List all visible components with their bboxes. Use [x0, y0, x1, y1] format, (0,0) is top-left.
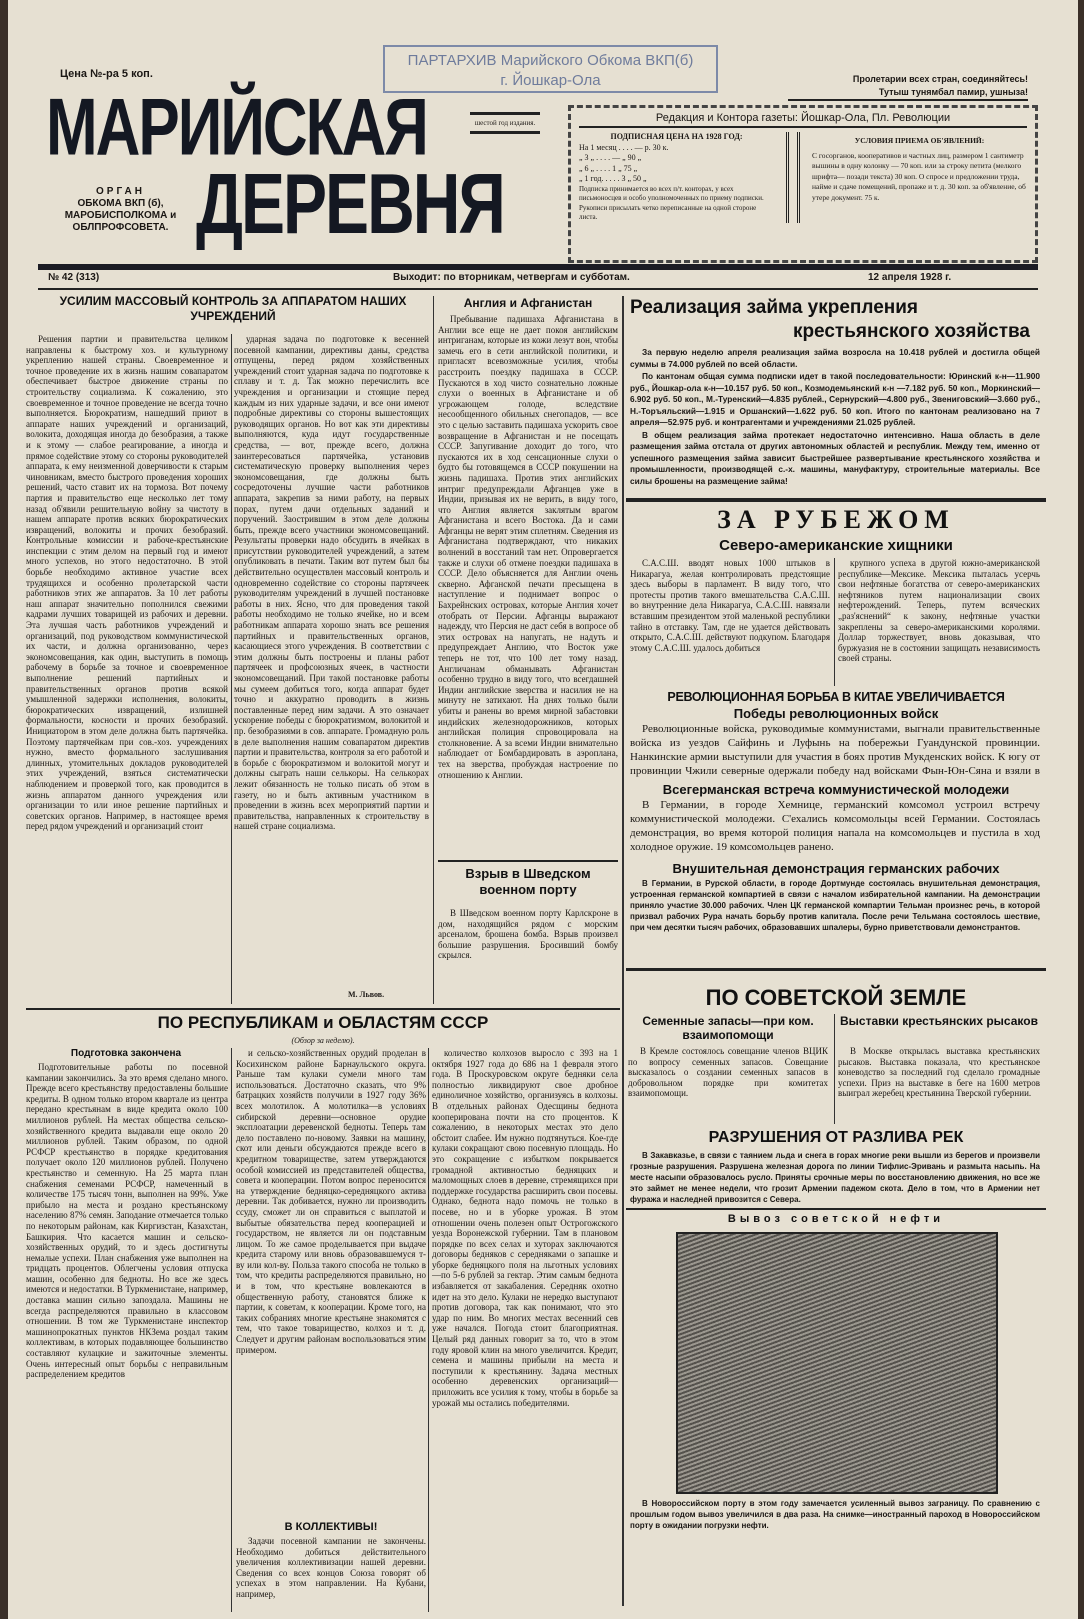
preparation-title: Подготовка закончена: [70, 1048, 182, 1059]
republics-col2-continued: Задачи посевной кампании не закончены. Необходимо добиться действительного увеличения коллективизации нашей деревни. Сведения со всех концов Союза говорят об успехах в этом направлении. На Кубани, например,: [236, 1536, 426, 1599]
seeds-article: В Кремле состоялось совещание членов ВЦИК по вопросу семенных запасов. Совещание высказалось о создании семенных запасов в добровольном порядке при комитетах взаимопомощи.: [628, 1046, 828, 1099]
column-rule: [231, 1048, 232, 1612]
china-article: Революционные войска, руководимые коммунистами, выгнали правительственные войска из уездов Сайфинь и Луфынь на побережьи Гуандунской провинции. Нанкинские армии выступили для участия в боях против Мукденских войск. К югу от провинции Чжили северные одержали победу над войсками Фын-Юн-Сяна и взяли в: [630, 723, 1040, 777]
rule: [26, 1008, 620, 1010]
loan-headline-line2: крестьянского хозяйства: [792, 321, 1030, 342]
issue-date: 12 апреля 1928 г.: [868, 272, 952, 283]
rule: [38, 288, 1038, 290]
issue-number: № 42 (313): [48, 272, 100, 283]
subscription-note: Подписка принимается во всех п/т. конторах, у всех письмоносцев и особо уполномоченных по приему подписки. Рукописи присылать четко переписанные на одной стороне листа.: [579, 184, 764, 221]
rule: [38, 264, 1038, 270]
rule: [438, 860, 618, 862]
info-box: [568, 105, 1038, 263]
newspaper-title-line1: МАРИЙСКАЯ: [46, 83, 427, 173]
newspaper-title-line2: ДЕРЕВНЯ: [196, 155, 504, 252]
abroad-col2: крупного успеха в другой южно-американской республике—Мексике. Мексика пыталась усерчь свои нефтяные богатства от северо-американских нефтяников путем национализации своих нефтерождений. Теперь, путем всяческих „раз'яснений“ к закону, нефтяные участки закреплены за северо-американскими королями. Доллар торжествует, вновь доказывая, что буржуазия не в состоянии защищать независимость своей страны.: [838, 558, 1040, 664]
price-row: „ 1 год. . . . . 3 „ 50 „: [579, 174, 647, 183]
paragraph: По кантонам общая сумма подписки идет в такой последовательности: Юринский к-н—11.900 руб., Йошкар-ола к-н—10.157 руб. 50 коп., Козмодемьянский к-н —7.182 руб. 50 коп., Моркинский—6.902 руб. 50 коп., М.-Туренский—4.835 рублей., Сернурский—4.800 руб., Звениговский—3.660 руб., Н.-Торъяльский—1.915 и Оршанский—1.622 руб. 50 коп. Итого по кантонам реализовано на 7 апреля—52.975 руб. и контрагентами и учреждениями 21.025 рублей.: [630, 371, 1040, 427]
explosion-article: В Шведском военном порту Карлскроне в дом, находящийся рядом с морским арсеналом, брошена бомба. Взрыв произвел большие разрушения. Бросивший бомбу скрылся.: [438, 908, 618, 961]
rule: [626, 498, 1046, 502]
abroad-col1: С.А.С.Ш. вводят новых 1000 штыков в Никарагуа, желая контролировать предстоящие здесь выборы в парламент. В виду того, что протесты против такого вмешательства С.А.С.Ш. во внутренние дела Никарагуа, С.А.С.Ш. навязали вставшим президентом этой маленькой республики тайно в отставку. Там, где не удается действовать открыто, С.А.С.Ш. действуют подкупом. Благодаря этому С.А.С.Ш. удалось добиться: [630, 558, 830, 653]
column-rule: [428, 1048, 429, 1612]
seeds-title: Семенные запасы—при ком. взаимопомощи: [642, 1014, 814, 1042]
republics-col1: Подготовительные работы по посевной кампании закончились. За это время сделано много. Прежде всего крестьянству предоставлены большие кредиты. В одном только втором квартале из центра передано крестьянам в виде кредита около 100 миллионов рублей. На местах общества сельско-хозяйственного кредита выдавали еще около 20 миллионов рублей. Таким образом, по одной РСФСР крестьянство в порядке кредитования получает около 120 миллионов рублей. Получено крестьянство и семенную. На 25 марта план снабжения семенами РСФСР, намеченный в количестве 175 тысяч тонн, выполнен на 99%. Уже прибыло на места и роздано крестьянскому населению 87% семян. Заподание отмечается только по некоторым районам, как Киргизстан, Казахстан, Башкирия. Что касается машин и сельско-хозяйственных орудий, то и здесь достигнуты немалые успехи. План снабжения уже выполнен на тридцать процентов. Облегчены условия отпуска машин, особенно для бедноты. Но все же здесь имеются и недостатки. В Туркменистане, например, доставка машин сильно запоздала. Машины не всегда распределяются правильно в классовом отношении. В том же Туркменистане инспектор машинопрокатных пунктов НКЗема роздал таким коллективам, в которых подавляющее большинство составляют кулацкие и зажиточные элементы. Очень интересный опыт борьбы с неправильным распределением кредитов: [26, 1062, 228, 1380]
ads-title: УСЛОВИЯ ПРИЕМА ОБ'ЯВЛЕНИЙ:: [854, 136, 985, 145]
rule: [626, 1208, 1046, 1210]
organ-label: ОРГАН: [96, 186, 145, 197]
germany-headline: Всегерманская встреча коммунистической молодежи: [662, 782, 1010, 797]
organ-lines: ОБКОМА ВКП (б), МАРОБИСПОЛКОМА и ОБЛПРОФСОВЕТА.: [64, 198, 177, 233]
tanker-photo: [676, 1232, 998, 1494]
horses-article: В Москве открылась выставка крестьянских рысаков. Выставка показала, что крестьянское коневодство за последний год сделало громадные успехи. Приз на выставке в беге на 1600 метров выиграл жеребец крестьянина Тверской губернии.: [838, 1046, 1040, 1099]
price-row: На 1 месяц . . . . — р. 30 к.: [579, 142, 669, 152]
subscription-block: [579, 132, 774, 223]
subscription-title: ПОДПИСНАЯ ЦЕНА НА 1928 ГОД:: [610, 132, 743, 141]
loan-headline-line1: Реализация займа укрепления: [630, 297, 919, 318]
stamp-line: ПАРТАРХИВ Марийского Обкома ВКП(б): [407, 52, 694, 69]
loan-article: [630, 347, 1040, 495]
column-rule: [231, 334, 232, 1004]
explosion-headline: Взрыв в Шведском военном порту: [465, 866, 591, 897]
column-rule: [834, 1014, 835, 1124]
price-row: „ 6 „ . . . . 1 „ 75 „: [579, 163, 638, 173]
stamp-line: г. Йошкар-Ола: [500, 72, 601, 89]
collectives-title: В КОЛЛЕКТИВЫ!: [284, 1521, 378, 1533]
china-subheadline: Победы революционных войск: [733, 706, 939, 721]
england-headline: Англия и Афганистан: [463, 296, 593, 310]
soviet-headline: ПО СОВЕТСКОЙ ЗЕМЛЕ: [705, 985, 967, 1010]
schedule: Выходит: по вторникам, четвергам и субботам.: [393, 272, 630, 283]
office-address: Редакция и Контора газеты: Йошкар-Ола, Пл. Революции: [579, 112, 1027, 128]
republics-subheadline: (Обзор за неделю).: [291, 1036, 355, 1045]
slogan-ru: Пролетарии всех стран, соединяйтесь!: [852, 74, 1028, 84]
price: Цена №-ра 5 коп.: [60, 68, 153, 80]
year-of-publication: шестой год издания.: [470, 112, 540, 134]
column-rule: [622, 296, 624, 1606]
lead-article-col1: Решения партии и правительства целиком направлены к быстрому хоз. и культурному укреплению нашей страны. Своевременное и точное проведение их в жизнь нашим совапаратом обеспечивает быстрое движение страны по строительству социализма. К сожалению, это своевременное и точное проведение не всегда точно выполняется. Бюрократизм, нашедший приют в аппарате наших учреждений и организаций, волокита, доходящая иногда до безобразия, а также и к этому — слабое реагирование, а иногда и прямое содействие этому со стороны руководителей аппарата, к ему неизменной доверчивости к старым чиновникам, вместо быстрого проведения хороших решений, часто ставит их на тормоза. Вот почему партия и правительство еще несколько лет тому назад об'явили решительную войну за чистоту в нашем аппарате против всяких бюрократических извращений, волокиты и прочих безобразий. Контрольные комиссии и рабоче-крестьянские инспекции с этим делом на первый год и имеют много успехов, но этого недостаточно. В этой борьбе необходимо активное участие всех трудящихся и особенно пролетарской части работников этих же аппаратов. За 10 лет работы наш аппарат значительно пополнился свежими кадрами лучших товарищей из рабочих и деревни. Эта лучшая часть работников учреждений и организаций, под руководством коммунистической их части, и должна организованно, через экономсовещания, как один, выступить в помощь рабочему в борьбе за точное и своевременное выполнение решений партийных и правительственных органов против всякой умышленной задержки исполнения, волокиты, бюрократических извращений, излишней формальности, косности и прочих безобразий. Инициатором в этом деле должна быть партячейка. Поэтому партячейкам при сов.-хоз. учреждениях нужно, вместо формального заслушивания длинных, утомительных докладов руководителей этих учреждений, взяться систематически наблюдением и проверкой того, как проводится в жизнь аппаратом данного учреждения или организации то или иное решение партийных и советских органов. Например, в настоящее время перед рядом учреждений и организаций стоит: [26, 334, 228, 832]
column-rule: [834, 558, 835, 686]
loan-headline: [630, 296, 1030, 344]
republics-col2: и сельско-хозяйственных орудий проделан в Косихинском районе Барнаульского округа. Раньше там кулаки сумели много там использоваться. Достаточно сказать, что 9% батрацких хозяйств получили в 1927 году 36% всех молотилок. А молотилка—в условиях сибирской деревни—основное орудие эксплоатации деревенской бедноты. Теперь там дело поставлено по-новому. Заявки на машину, скот или деньги обсуждаются прежде всего в кредитном товариществе, затем утверждаются особой комиссией из представителей общества, совета и кооперации. Потом вопрос переносится на утверждение бедняцко-середняцкого актива деревни. Так добивается, нужно ли производить ссуду, сможет ли он справиться с выплатой и выбытые обязательства перед кооперацией и государством, не является ли он подставным лицом. То же самое проделывается при выдаче кредита старому или вновь образовавшемуся т-ву или кол-ву. Польза такого способа не только в том, что кредиты распределяются правильно, но и в том, что крестьяне вовлекаются в общественную работу, становятся ближе к партии, к советам, к кооперации. Кроме того, на таких собраниях многие крестьяне знакомятся с тем, что такое товарищество, колхоз и т. д. Следует и другим районам воспользоваться этим примером.: [236, 1048, 426, 1355]
lead-author: М. Львов.: [348, 990, 385, 999]
flood-headline: РАЗРУШЕНИЯ ОТ РАЗЛИВА РЕК: [708, 1129, 964, 1146]
abroad-subheadline: Северо-американские хищники: [719, 537, 953, 554]
paragraph: В общем реализация займа протекает недостаточно интенсивно. Наша область в деле размещения займа отстала от других автономных областей и республик. Между тем, именно от успешного размещения займа зависит быстрейшее развертывание крестьянского хозяйства и промышленности, производящей с.-х. машины, мануфактуру, строительные материалы. Все силы брошены на размещение займа!: [630, 429, 1040, 486]
ads-block: [812, 132, 1027, 223]
china-headline: РЕВОЛЮЦИОННАЯ БОРЬБА В КИТАЕ УВЕЛИЧИВАЕТСЯ: [667, 690, 1005, 704]
germany-article: В Германии, в городе Хемнице, германский комсомол устроил встречу коммунистической молодежи. С'ехались комсомольцы всей Германии. Состоялась демонстрация, во время которой полиция напала на комсомольцев и пустила в ход холодное оружие. 19 комсомольцев ранено.: [630, 799, 1040, 853]
column-rule: [433, 296, 434, 1004]
england-article: Пребывание падишаха Афганистана в Англии все еще не дает покоя английским интриганам, которые из кожи лезут вон, чтобы замечь его в сети английской политики, и пригласят всевозможные усилия, чтобы расстроить поездку падишаха в СССР. Пускаются в ход чисто сознательно ложные слухи о военных в Афганистане и об угрожающем голоде, вследствие несообщенного обильных снегопадов, — все это с целью заставить падишаха ускорить свое возвращение в Афганистан и не посещать СССР. Запугивание доходит до того, что пускаются их в ход сенсационные слухи о будто бы готовящемся в СССР покушении на жизнь падишаха. Против этих английских интриг предупреждали Афганцев уже в Индии, призывая их не верить, в виду того, что Англия является заклятым врагом Афганистана и всего Востока. Да и сами Афганцы не верят этим сплетням. Сведения из Афганистана подтверждают, что никаких волнений в восстаний там нет. Опровергается также и слухи об отмене поездки падишаха в СССР. Дело объясняется для Англии очень скверно. Афганской печати пресыщена в наступление и поднимает вопрос о Бахрейнских островах, которые Англия хочет отобрать от Персии. Афганцы выражают надежду, что Персия не даст себя в вопросе об этих островах на напугать, не надуть и предупреждает Англию, что Восток уже теперь не тот, что 100 лет тому назад. Англичанам обманывать Афганистан особенно трудно в виду того, что всегдашней Индии английские зверства и насилия не на минуту не затихают. На днях только были убиты и ранены во время мирной забастовки индийских железнодорожников, которых английская полиция спровоцировала на столкновение. А за всеми Индии внимательно наблюдает от Бомбардировать в аэроплана, тех на зверства, пробуждая настроение по отношению к Англии.: [438, 314, 618, 780]
archive-stamp: [383, 45, 718, 93]
horses-title: Выставки крестьянских рысаков: [840, 1014, 1038, 1028]
demo-article: В Германии, в Рурской области, в городе Дортмунде состоялась внушительная демонстрация, устроенная германской компартией в связи с началом избирательной кампании. На демонстрации приняло участие 30.000 рабочих. Член ЦК германской компартии Тельман произнес речь, в которой призвал рабочих Рура начать борьбу против капитала. После речи Тельмана состоялось шествие, при чем десятки тысяч рабочих, образовавших шпалеры, бурно приветствовали демонстрантов.: [630, 879, 1040, 932]
ads-text: С госорганов, кооперативов и частных лиц, размером 1 сантиметр вышины в одну колонку — 70 коп. или за строку петита (мелкого шрифта— позади текста) 30 коп. О спросе и предложении труда, найме и сдаче помещений, пропаже и т. д. 30 коп. за об'явление, об утере документ. 75 к.: [812, 150, 1026, 202]
photo-caption: В Новороссийском порту в этом году замечается усиленный вывоз заграницу. По сравнению с прошлым годом вывоз увеличился в два раза. На снимке—иностранный пароход в Новороссийском порту в ожидании погрузки нефти.: [630, 1499, 1040, 1530]
slogan-mari: Тутыш тунямбал памир, ушныза!: [788, 86, 1028, 101]
paragraph: За первую неделю апреля реализация займа возросла на 10.418 рублей и достигла общей суммы в 74.000 рублей по всей области.: [630, 347, 1040, 369]
slogan: [788, 73, 1028, 101]
newspaper-page: [8, 0, 1078, 1619]
lead-headline: УСИЛИМ МАССОВЫЙ КОНТРОЛЬ ЗА АППАРАТОМ НАШИХ УЧРЕЖДЕНИЙ: [59, 294, 407, 323]
rule: [626, 968, 1046, 971]
flood-article: В Закавказье, в связи с таянием льда и снега в горах многие реки вышли из берегов и произвели грозные разрушения. Разрушена железная дорога по линии Тифлис-Эривань и размыта насыпь. На месте насыпи образовалось русло. Приняты срочные меры по восстановлению движения, но все же это займет не менее недели, что грозит Армении падежом скота. Дело в том, что в Армении нет фуража и наследней привозится с Севера.: [630, 1151, 1040, 1204]
organ: [58, 186, 183, 234]
demo-headline: Внушительная демонстрация германских рабочих: [672, 861, 1000, 876]
republics-headline: ПО РЕСПУБЛИКАМ и ОБЛАСТЯМ СССР: [157, 1013, 489, 1032]
abroad-headline: ЗА РУБЕЖОМ: [717, 505, 955, 534]
lead-article-col2: ударная задача по подготовке к весенней посевной кампании, директивы даны, средства отпущены, перед рядом хозяйственных учреждений стоит ударная задача по подготовке к сплаву и т. д. Так можно перечислить все учреждения и организации и стоящие перед каждым из них ударные задачи, и все они имеют подробные директивы со стороны вышестоящих руководящих органов. Но вот как эти директивы выполняются, куда идут государственные средства, — вот, прежде всего, должна заинтересоваться партячейка, установив систематическую проверку выполнения через экономсовещания, где должны быть сосредоточены лучшие части работников аппарата, закрепив за ними работу, на первых порах, путем дачи отдельных заданий и поручений. Заострившим в этом деле должны быть, прежде всего участники экономсовещаний. Результаты проверки надо обсудить в ячейках в присутствии руководителей учреждений, а затем опубликовать в печати. Таким вот путем был бы действительно осуществлен массовый контроль и одновременно содействие со стороны партячеек руководителям учреждений в лучшей постановке работы в них. Ясно, что для проведения такой работы необходимо не только ячейке, но и всем работникам аппарата хорошо знать все решения партийных и правительственных органов, касающиеся этого учреждения. В соответствии с этим должны быть построены и планы работ партячеек и профсоюзных ячеек, в частности экономсовещаний. При такой постановке работы мы сумеем добиться того, когда аппарат будет точно и аккуратно проводить в жизнь поставленные перед ним задачи. А это означает ускорение победы с бюрократизмом, волокитой и пр. безобразиями в сов. аппарате. Громадную роль в деле выполнения нашим совапаратом директив партии и правительства, контроля за его работой и в борьбе с бюрократизмом и волокитой могут и должны сыграть наши селькоры. На селькорах лежит обязанность не только писать об этом в газету, но и быть активным участником в проведении в жизнь всех мероприятий партии и правительства, направленных к строительству в нашей стране социализма.: [234, 334, 429, 832]
divider: [786, 132, 800, 223]
oil-title: Вывоз советской нефти: [727, 1213, 945, 1225]
republics-col3: количество колхозов выросло с 393 на 1 октября 1927 года до 686 на 1 февраля этого года. В Проскуровском округе бедняки села полностью ликвидируют свое дробное единоличное хозяйство, организуясь в колхозы. В отдельных районах Одесщины беднота кооперирована почти на сто процентов. К сожалению, в некоторых местах это дело обстоит слабее. Им нужно подтянуться. Кое-где кулаки сокращают свою посевную площадь. Но это сокращение с избытком покрывается громадной активностью бедняцких и маломощных слоев в деревне, стремящихся при поддержке государства расширить свои посевы. Однако, беднота надо помочь не только в посеве, но и в уборке урожая. В этом отношении очень полезен опыт Острогожского уезда Воронежской губернии. Там в плановом порядке по всех селах и хуторах заключаются договоры бедняков с середняками о запашке и уборке бедняцкого поля на льготных условиях —по 5-6 рублей за гектар. Этим самым беднота избавляется от закабаления. Середняк охотно идет на это дело. Кулаки не нередко выступают против договора, так как понимают, что это удар по ним. Во многих местах весенний сев уже начался. Погода стоит благоприятная. Целый ряд данных говорит за то, что в этом году яровой клин на много увеличится. Кредит, семена и машины прибыли на места и поступили к крестьянину. Задача местных особенно деревенских организаций—приложить все усилия к тому, чтобы в борьбе за урожай мы остались победителями.: [432, 1048, 618, 1408]
price-row: „ 3 „ . . . . — „ 90 „: [579, 153, 642, 162]
